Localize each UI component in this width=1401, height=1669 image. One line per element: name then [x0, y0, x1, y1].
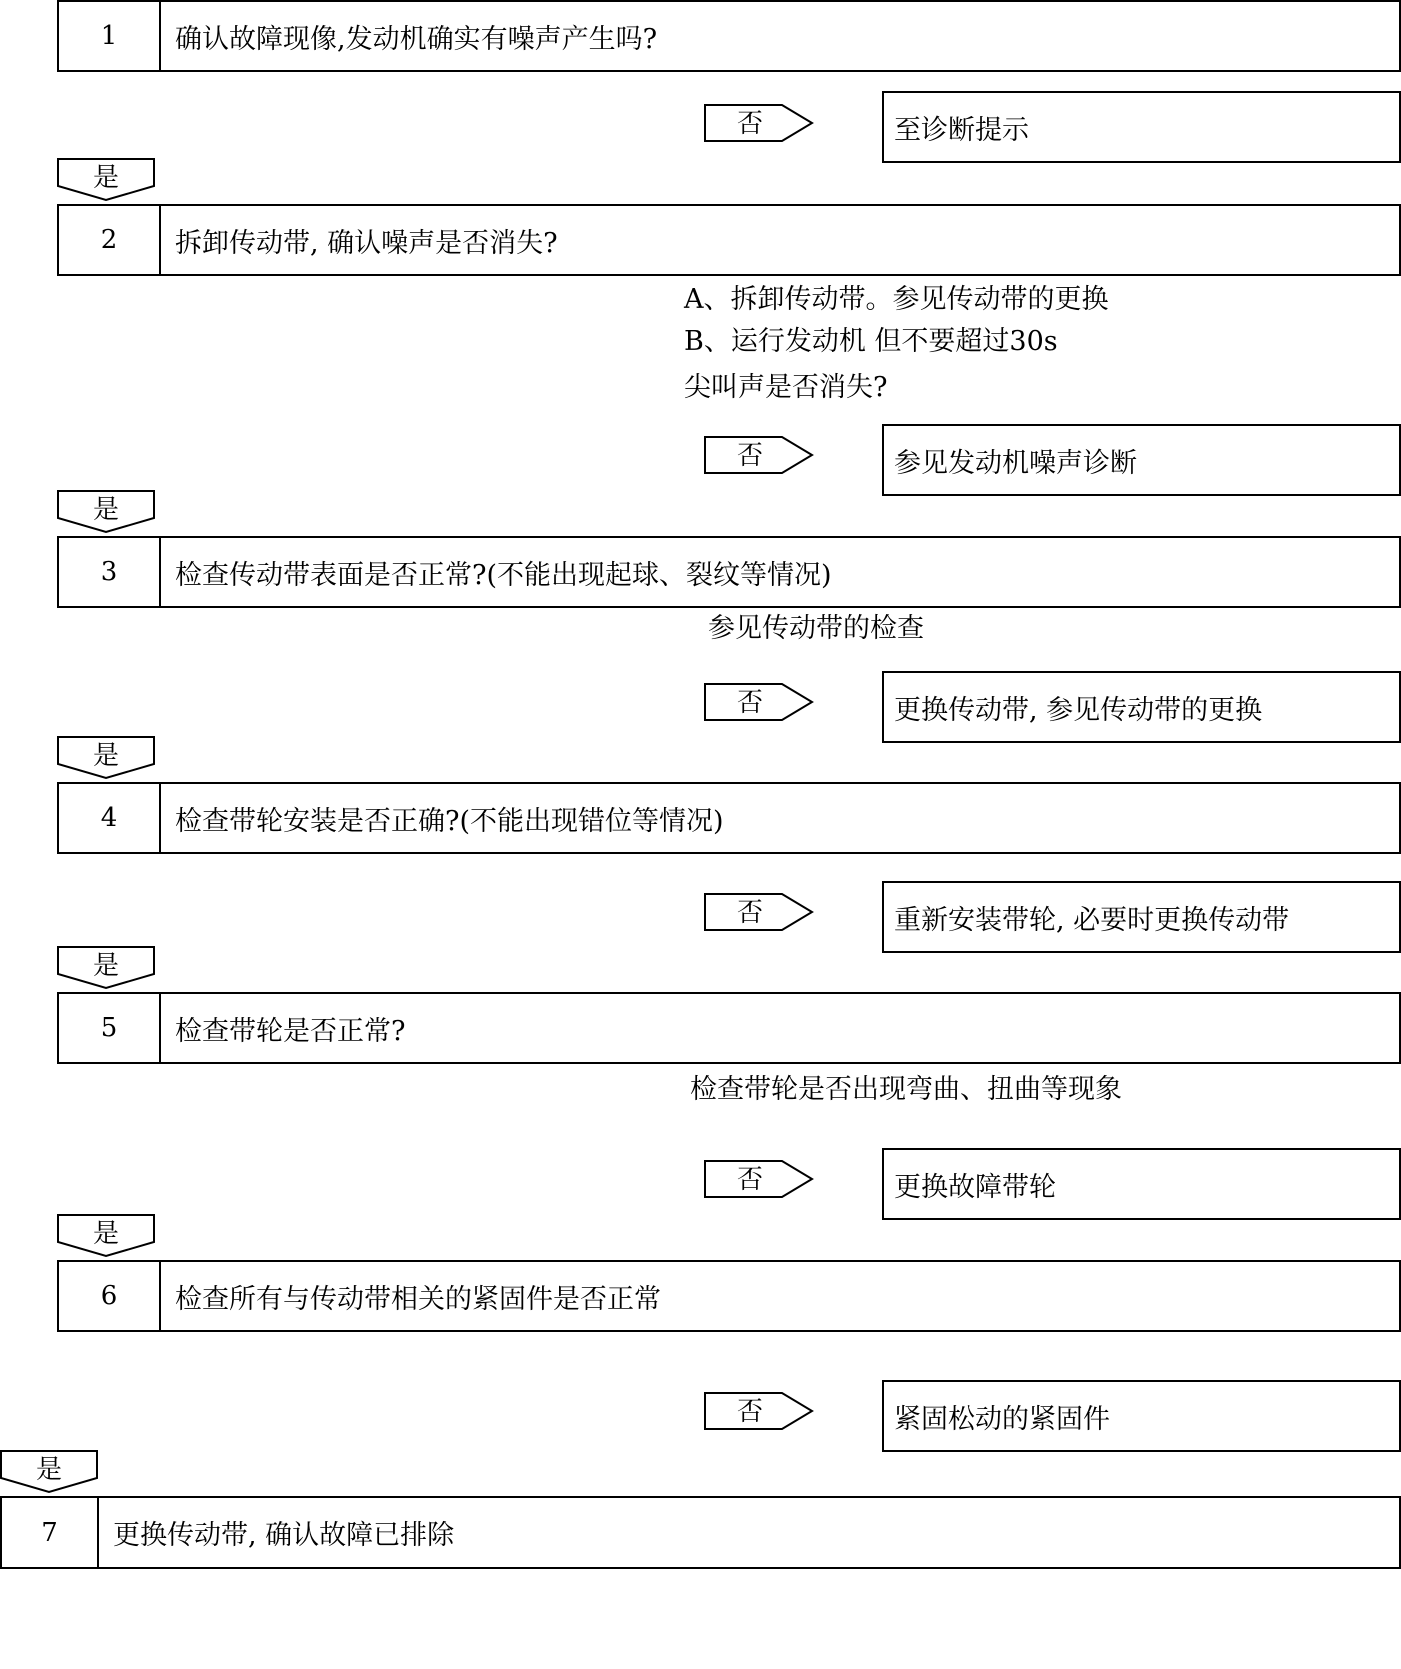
outcome-box-4: 重新安装带轮, 必要时更换传动带: [882, 881, 1401, 953]
step3-note: 参见传动带的检查: [708, 613, 924, 644]
step-question: 检查带轮是否正常?: [175, 1015, 406, 1047]
no-arrow-1: [704, 104, 814, 142]
step-box-2: [57, 204, 1401, 276]
outcome-box-6: 紧固松动的紧固件: [882, 1380, 1401, 1452]
no-label: 否: [736, 688, 764, 718]
step-number: 3: [59, 538, 161, 606]
step-question: 拆卸传动带, 确认噪声是否消失?: [175, 227, 558, 259]
no-label: 否: [736, 898, 764, 928]
yes-arrow-6: [0, 1450, 100, 1494]
yes-label: 是: [92, 741, 120, 771]
step-box-4: [57, 782, 1401, 854]
step-number: 4: [59, 784, 161, 852]
no-label: 否: [736, 441, 764, 471]
step-number: 1: [59, 2, 161, 70]
step2-note-c: 尖叫声是否消失?: [684, 372, 888, 403]
no-arrow-3: [704, 683, 814, 721]
step-box-3: [57, 536, 1401, 608]
yes-label: 是: [35, 1455, 63, 1485]
step-box-7: [0, 1496, 1401, 1569]
outcome-box-3: 更换传动带, 参见传动带的更换: [882, 671, 1401, 743]
step2-note-a: A、拆卸传动带。参见传动带的更换: [684, 284, 1109, 315]
no-arrow-6: [704, 1392, 814, 1430]
outcome-box-5: 更换故障带轮: [882, 1148, 1401, 1220]
yes-arrow-4: [57, 946, 157, 990]
step5-note: 检查带轮是否出现弯曲、扭曲等现象: [690, 1074, 1122, 1105]
no-arrow-2: [704, 436, 814, 474]
no-arrow-5: [704, 1160, 814, 1198]
yes-arrow-2: [57, 490, 157, 534]
step-box-6: [57, 1260, 1401, 1332]
step-number: 5: [59, 994, 161, 1062]
step-number: 7: [2, 1498, 99, 1567]
outcome-box-1: 至诊断提示: [882, 91, 1401, 163]
yes-label: 是: [92, 951, 120, 981]
step-number: 6: [59, 1262, 161, 1330]
step2-note-b: B、运行发动机 但不要超过30s: [684, 326, 1058, 357]
no-label: 否: [736, 1165, 764, 1195]
no-label: 否: [736, 109, 764, 139]
no-label: 否: [736, 1397, 764, 1427]
outcome-box-2: 参见发动机噪声诊断: [882, 424, 1401, 496]
step-question: 检查传动带表面是否正常?(不能出现起球、裂纹等情况): [175, 559, 832, 591]
yes-label: 是: [92, 495, 120, 525]
step-question: 更换传动带, 确认故障已排除: [113, 1520, 455, 1551]
yes-label: 是: [92, 1219, 120, 1249]
step-box-5: [57, 992, 1401, 1064]
yes-arrow-1: [57, 158, 157, 202]
step-question: 检查带轮安装是否正确?(不能出现错位等情况): [175, 805, 724, 837]
step-question: 检查所有与传动带相关的紧固件是否正常: [175, 1283, 661, 1315]
no-arrow-4: [704, 893, 814, 931]
yes-label: 是: [92, 163, 120, 193]
step-question: 确认故障现像,发动机确实有噪声产生吗?: [175, 23, 658, 55]
yes-arrow-5: [57, 1214, 157, 1258]
yes-arrow-3: [57, 736, 157, 780]
step-number: 2: [59, 206, 161, 274]
step-box-1: [57, 0, 1401, 72]
